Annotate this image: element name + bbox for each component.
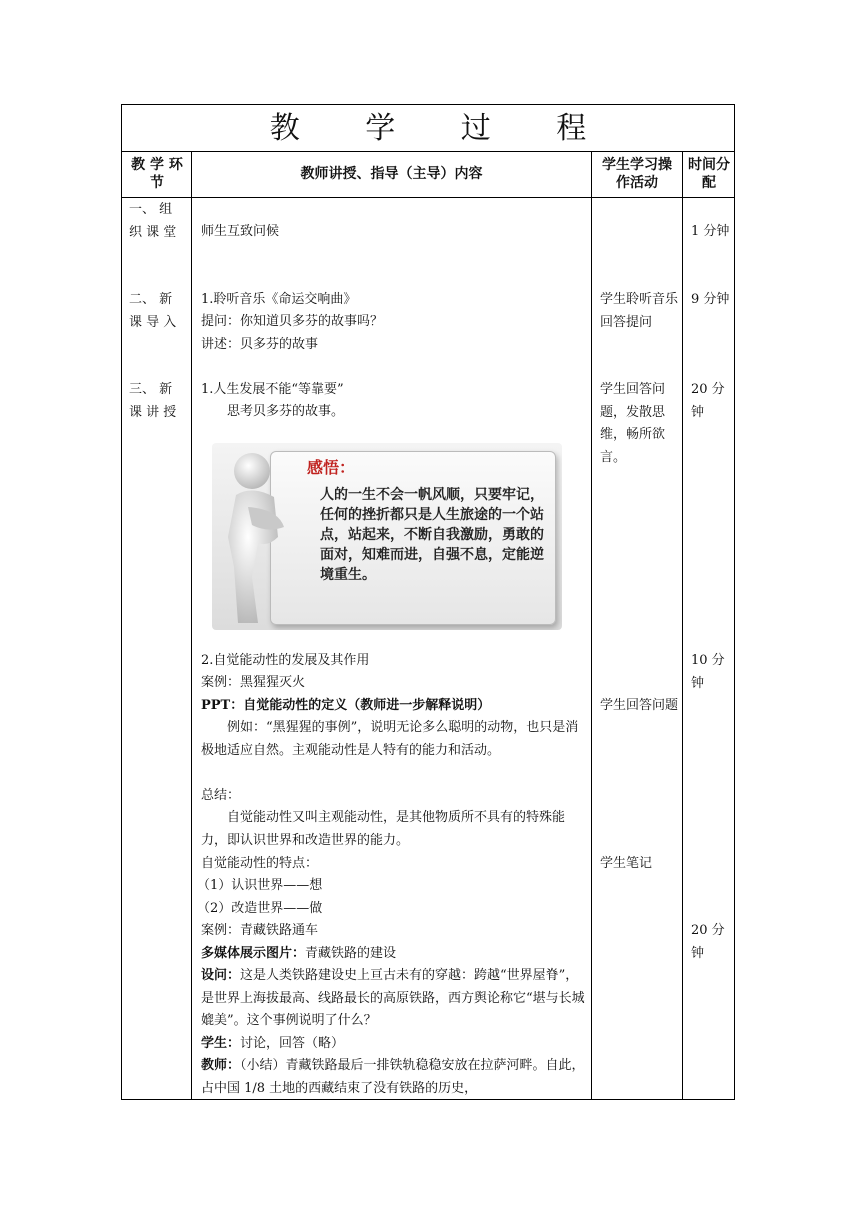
divider <box>682 151 683 1099</box>
teacher-line: （1）认识世界——想 <box>197 878 323 893</box>
label-bold: 教师： <box>201 1058 241 1073</box>
time-cell: 1 分钟 <box>691 224 730 239</box>
divider <box>191 151 192 1099</box>
teacher-line: 师生互致问候 <box>201 224 280 239</box>
teacher-line <box>201 1033 586 1056</box>
time-cell: 20 分钟 <box>691 382 725 420</box>
teacher-line: 1.聆听音乐《命运交响曲》 <box>201 292 357 307</box>
teacher-line <box>201 943 586 966</box>
teacher-line: （2）改造世界——做 <box>197 901 323 916</box>
label-bold: 多媒体展示图片： <box>201 946 306 961</box>
insight-image <box>212 443 562 630</box>
teacher-paragraph: 例如：“黑猩猩的事例”，说明无论多么聪明的动物，也只是消极地适应自然。主观能动性是人特有的能力和活动。 <box>201 720 579 758</box>
time-cell: 20 分钟 <box>691 923 725 961</box>
stage-cell: 一、 组 织 课 堂 <box>129 202 177 240</box>
insight-text: 人的一生不会一帆风顺，只要牢记，任何的挫折都只是人生旅途的一个站点，站起来，不断自我激励，勇敢的面对，知难而进，自强不息，定能逆境重生。 <box>320 487 544 583</box>
label-bold: 学生： <box>201 1036 241 1051</box>
teacher-line: 思考贝多芬的故事。 <box>227 404 345 419</box>
stage-cell: 二、 新 课 导 入 <box>129 292 177 330</box>
label-bold: 设问： <box>201 968 241 983</box>
header-stage: 教 学 环 节 <box>131 157 183 191</box>
teacher-line: 案例：黑猩猩灭火 <box>201 675 306 690</box>
student-cell: 学生笔记 <box>600 856 653 871</box>
divider <box>122 197 734 198</box>
teacher-line: 案例：青藏铁路通车 <box>201 923 319 938</box>
time-cell: 10 分钟 <box>691 653 725 691</box>
student-cell: 学生回答问题，发散思维，畅所欲言。 <box>600 382 666 465</box>
teacher-line: 2.自觉能动性的发展及其作用 <box>201 653 370 668</box>
stage-cell: 三、 新 课 讲 授 <box>129 382 177 420</box>
teacher-line: 1.人生发展不能“等靠要” <box>201 382 344 397</box>
insight-heading: 感悟： <box>307 458 356 477</box>
teacher-line: 讲述：贝多芬的故事 <box>201 337 319 352</box>
lesson-table <box>121 104 735 1100</box>
header-student: 学生学习操作活动 <box>602 157 672 191</box>
header-teacher: 教师讲授、指导（主导）内容 <box>300 166 483 182</box>
thinking-figure-icon <box>218 447 288 627</box>
teacher-line: 自觉能动性的特点： <box>201 856 319 871</box>
student-cell: 学生聆听音乐 回答提问 <box>600 292 679 330</box>
teacher-paragraph: 自觉能动性又叫主观能动性，是其他物质所不具有的特殊能力，即认识世界和改造世界的能力。 <box>201 810 566 848</box>
header-time: 时间分配 <box>688 157 730 191</box>
student-cell: 学生回答问题 <box>600 698 679 713</box>
table-title: 教 学 过 程 <box>269 111 615 146</box>
teacher-line: 提问：你知道贝多芬的故事吗？ <box>201 314 384 329</box>
label-text: 这是人类铁路建设史上亘古未有的穿越：跨越“世界屋脊”，是世界上海拔最高、线路最长的高原铁路，西方舆论称它“堪与长城媲美”。这个事例说明了什么？ <box>201 968 585 1028</box>
label-text: 讨论，回答（略） <box>240 1036 345 1051</box>
teacher-line: 总结： <box>201 788 241 803</box>
time-cell: 9 分钟 <box>691 292 730 307</box>
teacher-line: PPT：自觉能动性的定义（教师进一步解释说明） <box>201 698 491 713</box>
label-text: （小结）青藏铁路最后一排铁轨稳稳安放在拉萨河畔。自此，占中国 1/8 土地的西藏结束了没有铁路的历史， <box>201 1058 585 1096</box>
label-text: 青藏铁路的建设 <box>305 946 397 961</box>
teacher-paragraph <box>201 1055 586 1100</box>
divider <box>591 151 592 1099</box>
teacher-paragraph <box>201 965 586 1033</box>
